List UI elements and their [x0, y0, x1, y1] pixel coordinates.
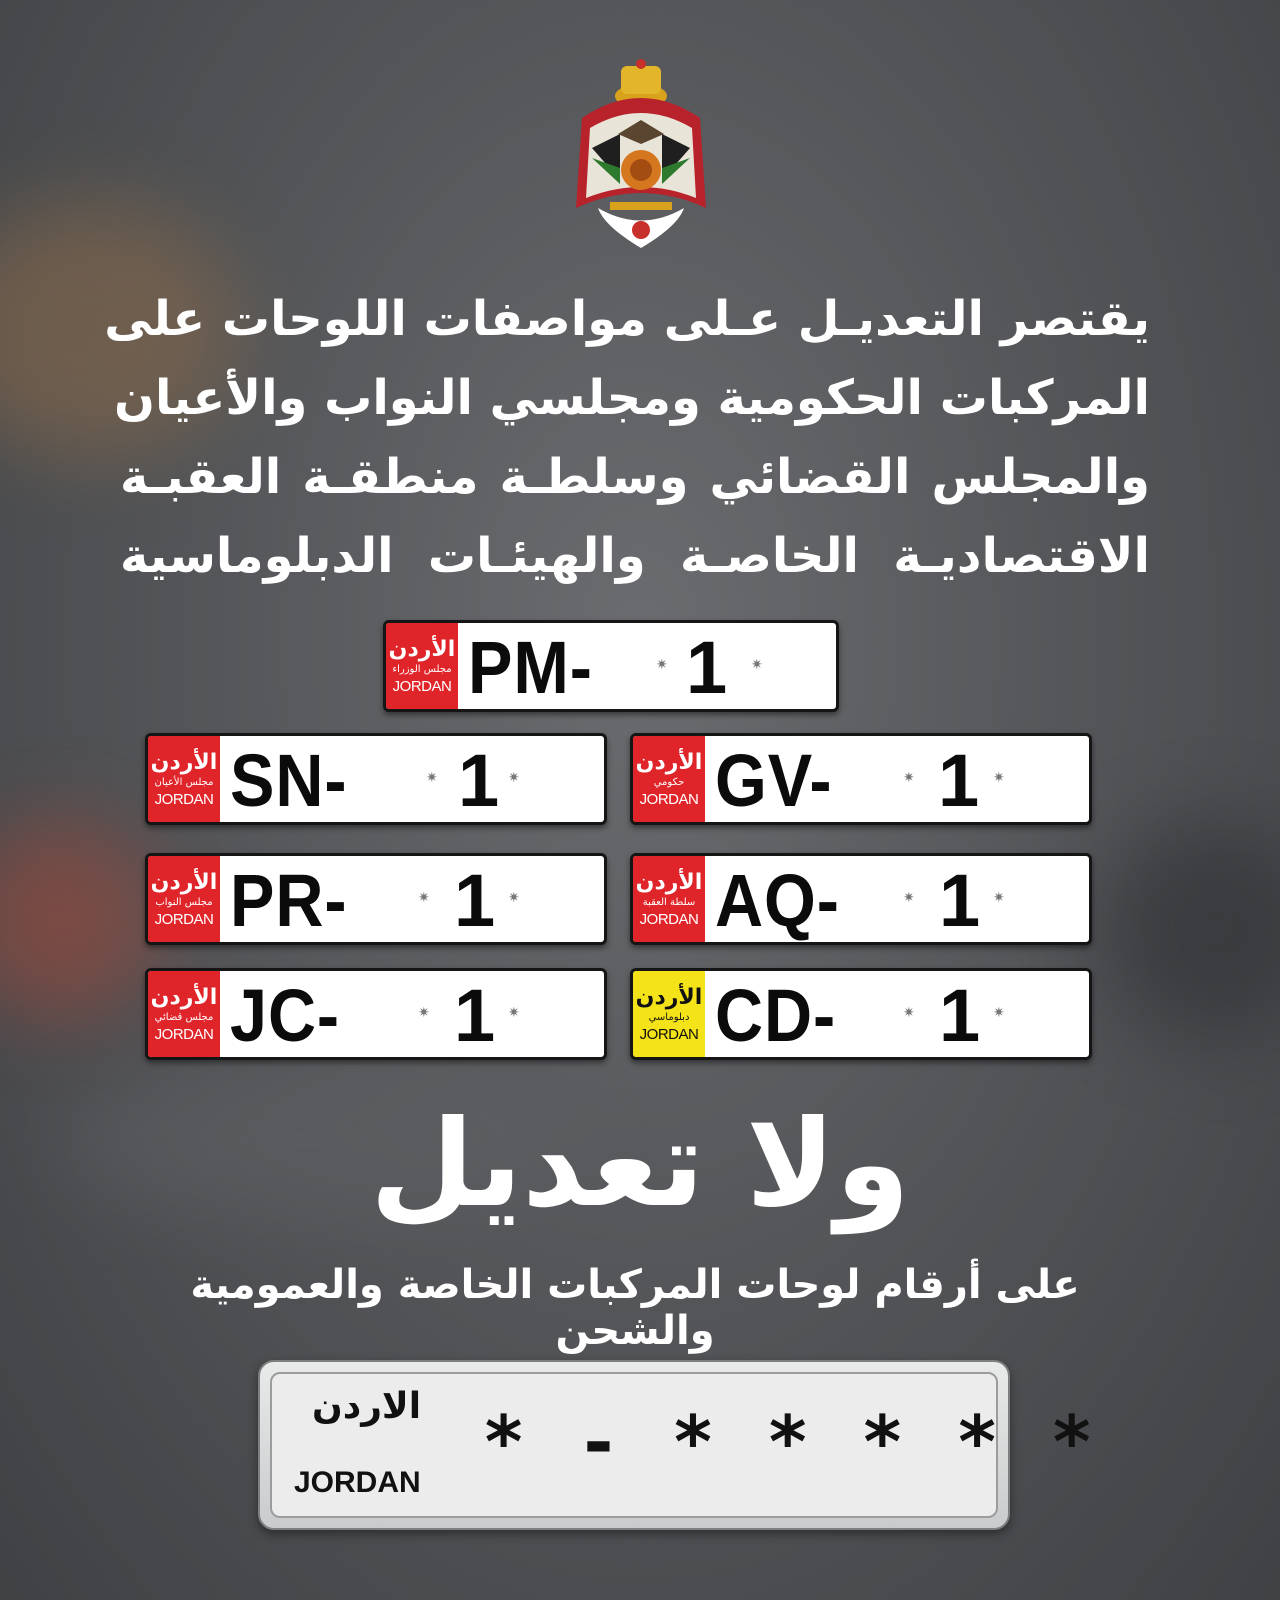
license-plate-gv	[630, 733, 1092, 825]
license-plate-aq	[630, 853, 1092, 945]
plate-tag-country-ar: الأردن	[635, 749, 703, 775]
star-icon: ✷	[426, 770, 438, 786]
sample-license-plate	[258, 1360, 1098, 1530]
plate-tag-country-ar: الأردن	[388, 636, 456, 662]
headline-line: والمجلس القضائي وسلطـة منطقـة العقبـة	[120, 449, 1150, 505]
plate-code: PR-	[230, 859, 348, 942]
plate-tag-category: دبلوماسي	[648, 1011, 690, 1023]
license-plate-pr	[145, 853, 607, 945]
license-plate-jc	[145, 968, 607, 1060]
plate-number: 1	[686, 626, 728, 709]
plate-tag	[633, 736, 705, 822]
background-blur	[1100, 820, 1280, 1040]
star-icon: ✷	[751, 657, 763, 673]
headline-line: يقتصر التعديـل عـلى مواصفات اللوحات على	[104, 291, 1150, 347]
plate-number: 1	[939, 974, 981, 1057]
headline-line: المركبات الحكومية ومجلسي النواب والأعيان	[113, 370, 1150, 426]
license-plate-pm	[383, 620, 839, 712]
plate-code: AQ-	[715, 859, 840, 942]
plate-tag	[633, 856, 705, 942]
plate-tag-country-en: JORDAN	[154, 910, 214, 928]
coat-of-arms-emblem	[568, 58, 714, 250]
headline-text	[104, 280, 1150, 596]
plate-number: 1	[454, 859, 496, 942]
star-icon: ✷	[418, 890, 430, 906]
star-icon: ✷	[903, 1005, 915, 1021]
plate-number: 1	[458, 739, 500, 822]
plate-number: 1	[454, 974, 496, 1057]
plate-tag-country-en: JORDAN	[154, 790, 214, 808]
plate-code: CD-	[715, 974, 837, 1057]
plate-tag-category: مجلس الأعيان	[154, 776, 214, 788]
plate-tag-country-ar: الأردن	[635, 984, 703, 1010]
no-change-title: ولا تعديل	[370, 1095, 910, 1234]
plate-code: GV-	[715, 739, 833, 822]
plate-tag-country-en: JORDAN	[154, 1025, 214, 1043]
sample-plate-country-ar: الاردن	[312, 1386, 422, 1427]
star-icon: ✷	[508, 1005, 520, 1021]
plate-tag	[148, 971, 220, 1057]
plate-tag	[148, 856, 220, 942]
plate-tag-category: حكومي	[653, 776, 685, 788]
headline-line: الاقتصاديـة الخاصـة والهيئـات الدبلوماسية	[120, 528, 1150, 584]
plate-tag-category: مجلس قضائي	[154, 1011, 214, 1023]
plate-code: PM-	[468, 626, 593, 709]
plate-tag-country-ar: الأردن	[635, 869, 703, 895]
sample-plate-country-en: JORDAN	[294, 1466, 421, 1499]
star-icon: ✷	[993, 1005, 1005, 1021]
plate-number: 1	[939, 859, 981, 942]
plate-tag-country-ar: الأردن	[150, 749, 218, 775]
plate-code: JC-	[230, 974, 341, 1057]
star-icon: ✷	[508, 770, 520, 786]
plate-number: 1	[938, 739, 980, 822]
star-icon: ✷	[656, 657, 668, 673]
plate-tag-category: مجلس الوزراء	[392, 663, 452, 675]
background-blur	[0, 820, 160, 1020]
plate-tag	[386, 623, 458, 709]
license-plate-cd	[630, 968, 1092, 1060]
plate-tag-country-ar: الأردن	[150, 869, 218, 895]
plate-tag-category: مجلس النواب	[155, 896, 213, 908]
plate-tag-category: سلطة العقبة	[642, 896, 696, 908]
sample-plate-number-mask: * - * * * * *	[482, 1400, 1098, 1484]
plate-tag	[633, 971, 705, 1057]
star-icon: ✷	[993, 890, 1005, 906]
star-icon: ✷	[993, 770, 1005, 786]
plate-tag-country-en: JORDAN	[639, 1025, 699, 1043]
plate-tag-country-en: JORDAN	[639, 910, 699, 928]
plate-code: SN-	[230, 739, 348, 822]
subline-text: على أرقام لوحات المركبات الخاصة والعمومية والشحن	[190, 1262, 1080, 1354]
license-plate-sn	[145, 733, 607, 825]
sample-plate-face	[270, 1372, 1098, 1518]
star-icon: ✷	[903, 770, 915, 786]
plate-tag-country-ar: الأردن	[150, 984, 218, 1010]
star-icon: ✷	[903, 890, 915, 906]
plate-tag-country-en: JORDAN	[392, 677, 452, 695]
star-icon: ✷	[418, 1005, 430, 1021]
plate-tag	[148, 736, 220, 822]
plate-tag-country-en: JORDAN	[639, 790, 699, 808]
star-icon: ✷	[508, 890, 520, 906]
